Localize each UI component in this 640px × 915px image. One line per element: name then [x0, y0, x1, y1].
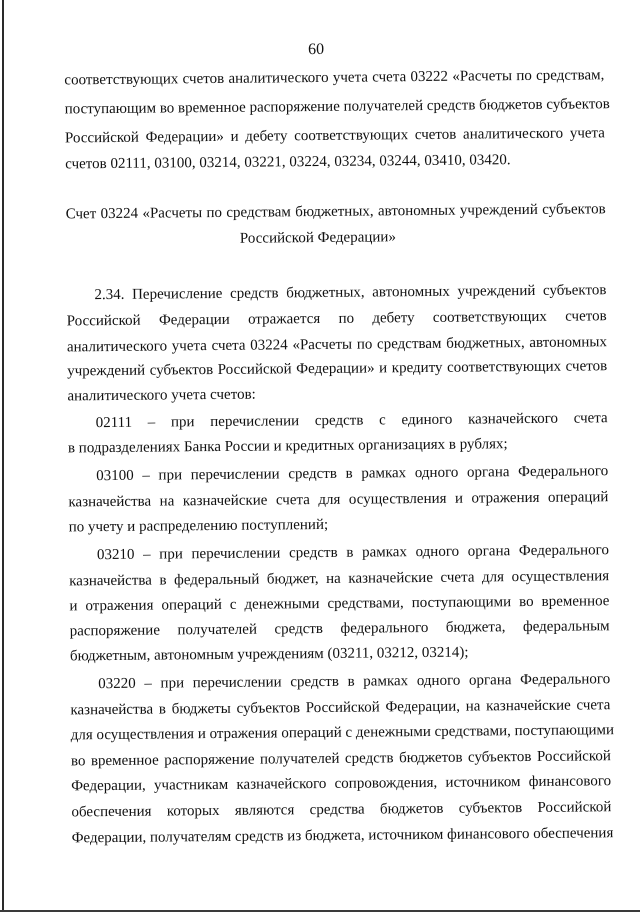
intro-line: Российской Федерации» и дебету соответствующих счетов аналитического учета: [64, 125, 605, 147]
account-item-line: 03100 – при перечислении средств в рамках одного органа Федерального: [96, 463, 609, 485]
account-item-line: 03210 – при перечислении средств в рамках одного органа Федерального: [96, 542, 609, 564]
account-item-line: 02111 – при перечислении средств с единого казначейского счета: [95, 410, 608, 432]
account-item-line: во временное распоряжение получателей средств бюджетов субъектов Российской: [70, 748, 611, 770]
account-item-line: в подразделениях Банка России и кредитных организациях в рублях;: [67, 436, 508, 457]
account-item-line: по учету и распределению поступлений;: [68, 516, 329, 536]
section-paragraph-line: учреждений субъектов Российской Федерации» и кредиту соответствующих счетов: [67, 358, 608, 380]
account-item-line: и отражения операций с денежными средствами, поступающими во временное: [69, 593, 610, 615]
section-paragraph-line: Российской Федерации отражается по дебету соответствующих счетов: [66, 308, 607, 330]
section-paragraph-line: аналитического учета счетов:: [67, 386, 256, 405]
account-item-line: казначейства в федеральный бюджет, на казначейские счета для осуществления: [69, 568, 610, 590]
section-heading-line: Счет 03224 «Расчеты по средствам бюджетных, автономных учреждений субъектов: [65, 201, 606, 223]
account-item-line: бюджетным, автономным учреждениям (03211, 03212, 03214);: [69, 644, 469, 665]
account-item-line: казначейства в бюджеты субъектов Российской Федерации, на казначейские счета: [70, 697, 611, 719]
page-number: 60: [308, 40, 325, 59]
section-paragraph-line: аналитического учета счета 03224 «Расчеты по средствам бюджетных, автономных: [66, 334, 607, 356]
section-paragraph-line: 2.34. Перечисление средств бюджетных, автономных учреждений субъектов: [94, 282, 607, 304]
intro-line: счетов 02111, 03100, 03214, 03221, 03224, 03234, 03244, 03410, 03420.: [65, 152, 511, 173]
account-item-line: Федерации, получателям средств из бюджета, источником финансового обеспечения: [71, 825, 614, 847]
account-item-line: обеспечения которых являются средства бюджетов субъектов Российской: [71, 799, 612, 821]
account-item-line: 03220 – при перечислении средств в рамках одного органа Федерального: [98, 671, 611, 693]
account-item-line: Федерации, участникам казначейского сопровождения, источником финансового: [71, 773, 612, 795]
account-item-line: казначейства на казначейские счета для осуществления и отражения операций: [68, 489, 609, 511]
account-item-line: распоряжение получателей средств федерального бюджета, федеральным: [69, 618, 610, 640]
account-item-line: для осуществления и отражения операций с денежными средствами, поступающими: [70, 722, 615, 744]
section-heading-line: Российской Федерации»: [239, 229, 396, 247]
intro-line: поступающим во временное распоряжение получателей средств бюджетов субъектов: [64, 96, 610, 118]
intro-line: соответствующих счетов аналитического учета счета 03222 «Расчеты по средствам,: [64, 67, 605, 89]
